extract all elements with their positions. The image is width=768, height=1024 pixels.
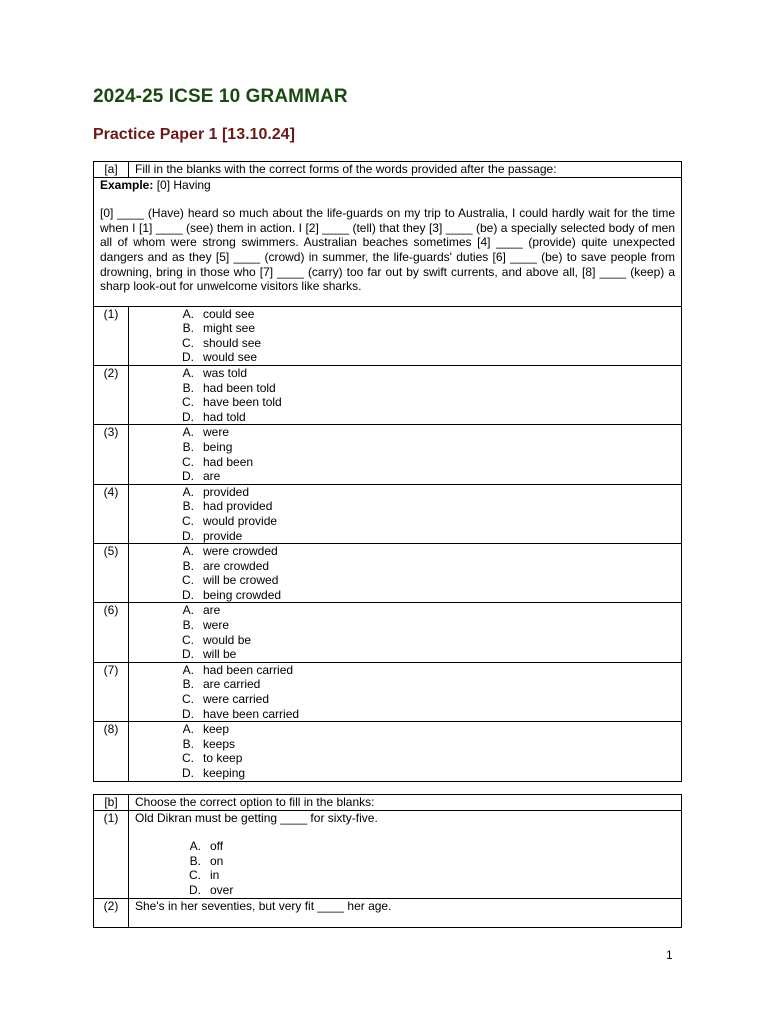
option-item [135,425,681,440]
option-item [135,677,681,692]
options-cell [129,544,682,603]
options-cell [129,722,682,781]
section-a-header-row [94,162,682,178]
option-letter: C. [182,513,194,528]
option-text: are [203,603,221,618]
example-value: [0] Having [153,177,211,192]
option-text: are carried [203,677,261,692]
options-cell [129,425,682,484]
section-b-tag: [b] [94,795,129,811]
question-row [94,898,682,927]
option-item [135,485,681,500]
option-letter: B. [182,499,194,514]
option-item [135,737,681,752]
option-item [135,559,681,574]
options-cell [129,365,682,424]
option-item [135,633,681,648]
option-text: have been told [203,395,282,410]
option-letter: A. [182,484,194,499]
option-text: were [203,618,230,633]
option-item [135,603,681,618]
option-letter: D. [182,647,194,662]
option-item [135,395,681,410]
option-item [135,588,681,603]
option-item [135,529,681,544]
passage-row [94,177,682,306]
option-letter: D. [182,528,194,543]
document-title: 2024-25 ICSE 10 GRAMMAR [93,86,348,107]
option-text: had been carried [203,662,294,677]
option-item [135,839,681,854]
option-letter: B. [189,853,201,868]
question-number: (3) [94,425,129,484]
option-text: had told [203,409,246,424]
section-b-header-row [94,795,682,811]
option-letter: B. [182,380,194,395]
option-item [135,751,681,766]
section-b-instruction: Choose the correct option to fill in the blanks: [129,795,682,811]
option-item [135,766,681,781]
option-item [135,381,681,396]
option-text: provided [203,484,250,499]
options-cell [129,484,682,543]
option-text: are crowded [203,558,270,573]
option-letter: A. [189,839,201,854]
option-letter: B. [182,558,194,573]
question-row [94,365,682,424]
option-text: will be crowed [203,573,279,588]
example-line [100,178,675,193]
option-letter: B. [182,677,194,692]
option-letter: D. [189,882,201,897]
option-text: might see [203,321,256,336]
section-a-instruction: Fill in the blanks with the correct forms of the words provided after the passage: [129,162,682,178]
option-letter: C. [182,751,194,766]
option-item [135,336,681,351]
option-text: keeps [203,736,236,751]
options-cell [129,662,682,721]
option-text: were carried [203,692,270,707]
question-row [94,603,682,662]
question-number: (5) [94,544,129,603]
option-text: could see [203,306,255,321]
option-text: were crowded [203,544,278,559]
question-number: (2) [94,898,129,927]
option-item [135,722,681,737]
question-row [94,544,682,603]
option-letter: A. [182,544,194,559]
question-number: (1) [94,306,129,365]
option-text: keep [203,722,230,737]
option-text: would see [203,350,258,365]
options-cell [129,306,682,365]
question-number: (6) [94,603,129,662]
passage-text: [0] ____ (Have) heard so much about the life-guards on my trip to Australia, I could hardly wait for the time when I [1] ____ (see) them in action. I [2] ____ (tell) that they [3] ____ (be) a specially selected body of men all of whom were strong swimmers. Australian beaches sometimes [4] ____ (provide) quite unexpected dangers and as they [5] ____ (crowd) in summer, the life-guards' duties [6] ____ (be) to save people from drowning, bring in those who [7] ____ (carry) too far out by swift currents, and above all, [8] ____ (keep) a sharp look-out for unwelcome visitors like sharks. [100,206,675,294]
question-number: (8) [94,722,129,781]
option-letter: C. [182,692,194,707]
option-item [135,440,681,455]
question-number: (4) [94,484,129,543]
option-text: would be [203,632,252,647]
option-item [135,573,681,588]
question-text: Old Dikran must be getting ____ for sixty-five. [135,810,378,825]
option-item [135,854,681,869]
option-item [135,707,681,722]
option-item [135,307,681,322]
passage-cell [94,177,682,306]
question-row [94,306,682,365]
option-letter: C. [182,395,194,410]
section-b-table [93,794,682,928]
option-text: off [210,839,224,854]
option-letter: A. [182,662,194,677]
option-item [135,647,681,662]
option-item [135,499,681,514]
option-text: had been [203,454,254,469]
option-letter: D. [182,350,194,365]
option-text: provide [203,528,243,543]
option-item [135,469,681,484]
option-letter: D. [182,587,194,602]
question-cell [129,898,682,927]
question-row [94,484,682,543]
question-number: (2) [94,365,129,424]
options-list [135,839,681,897]
option-letter: D. [182,766,194,780]
option-text: were [203,425,230,440]
page-number: 1 [666,948,673,962]
option-letter: B. [182,618,194,633]
option-letter: B. [182,736,194,751]
option-item [135,321,681,336]
option-item [135,350,681,365]
option-letter: C. [182,632,194,647]
option-item [135,410,681,425]
options-cell [129,603,682,662]
option-letter: D. [182,409,194,424]
option-text: being crowded [203,587,282,602]
option-item [135,883,681,898]
option-letter: D. [182,706,194,721]
question-row [94,425,682,484]
option-text: had provided [203,499,273,514]
option-text: was told [203,365,248,380]
option-letter: B. [182,321,194,336]
practice-paper-subtitle: Practice Paper 1 [13.10.24] [93,126,295,143]
option-letter: C. [189,868,201,883]
option-letter: C. [182,573,194,588]
option-item [135,514,681,529]
example-label: Example: [100,177,154,192]
question-number: (7) [94,662,129,721]
option-item [135,618,681,633]
option-text: will be [203,647,237,662]
option-letter: A. [182,365,194,380]
option-text: to keep [203,751,243,766]
option-text: had been told [203,380,276,395]
section-a-table [93,161,682,782]
option-text: keeping [203,766,246,780]
option-letter: C. [182,335,194,350]
question-row [94,810,682,898]
option-text: would provide [203,513,278,528]
option-item [135,455,681,470]
option-text: are [203,469,221,484]
section-a-tag: [a] [94,162,129,178]
option-item [135,366,681,381]
option-item [135,663,681,678]
option-text: over [210,882,234,897]
option-letter: A. [182,722,194,737]
option-text: on [210,853,224,868]
option-letter: A. [182,425,194,440]
question-cell [129,810,682,898]
option-text: should see [203,335,262,350]
question-text: She's in her seventies, but very fit ____ her age. [135,898,392,913]
option-letter: A. [182,603,194,618]
question-number: (1) [94,810,129,898]
option-letter: C. [182,454,194,469]
option-letter: A. [182,306,194,321]
option-letter: D. [182,469,194,484]
question-row [94,722,682,781]
question-row [94,662,682,721]
option-text: in [210,868,220,883]
option-item [135,868,681,883]
option-letter: B. [182,439,194,454]
option-text: have been carried [203,706,300,721]
option-item [135,692,681,707]
option-item [135,544,681,559]
option-text: being [203,439,233,454]
